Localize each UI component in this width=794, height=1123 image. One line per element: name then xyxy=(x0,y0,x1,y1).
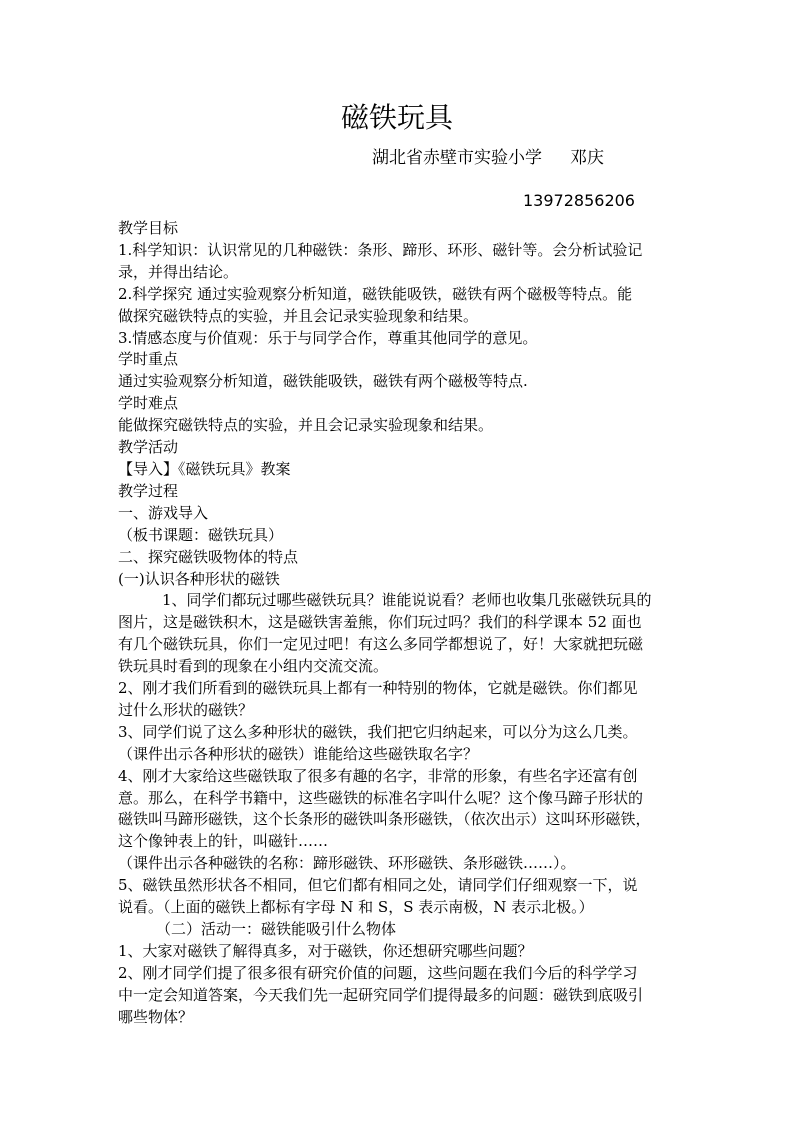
text-line: （课件出示各种磁铁的名称：蹄形磁铁、环形磁铁、条形磁铁……）。 xyxy=(118,854,576,873)
text-line: 录，并得出结论。 xyxy=(118,262,239,281)
text-line: 教学目标 xyxy=(118,219,179,237)
text-line: 2、刚才我们所看到的磁铁玩具上都有一种特别的物体，它就是磁铁。你们都见 xyxy=(118,679,638,698)
text-line: 5、磁铁虽然形状各不相同，但它们都有相同之处，请同学们仔细观察一下，说 xyxy=(118,876,638,895)
text-line: 哪些物体？ xyxy=(118,1007,194,1026)
text-line: 4、刚才大家给这些磁铁取了很多有趣的名字，非常的形象，有些名字还富有创 xyxy=(118,766,638,785)
author-school: 湖北省赤壁市实验小学 xyxy=(372,148,542,168)
text-line: 通过实验观察分析知道，磁铁能吸铁，磁铁有两个磁极等特点. xyxy=(118,372,528,391)
text-line: 1、同学们都玩过哪些磁铁玩具？谁能说说看？老师也收集几张磁铁玩具的 xyxy=(162,591,652,610)
author-line xyxy=(372,146,604,170)
text-line: 1、大家对磁铁了解得真多，对于磁铁，你还想研究哪些问题？ xyxy=(118,941,533,960)
text-line: 学时难点 xyxy=(118,394,179,413)
text-line: 2.科学探究 通过实验观察分析知道，磁铁能吸铁，磁铁有两个磁极等特点。能 xyxy=(118,284,633,303)
text-line: 【导入】《磁铁玩具》教案 xyxy=(118,459,291,478)
document-title: 磁铁玩具 xyxy=(340,101,453,134)
text-line: 2、刚才同学们提了很多很有研究价值的问题，这些问题在我们今后的科学学习 xyxy=(118,963,638,982)
text-line: 铁玩具时看到的现象在小组内交流交流。 xyxy=(118,657,389,676)
author-name: 邓庆 xyxy=(570,148,604,168)
text-line: 过什么形状的磁铁？ xyxy=(118,700,254,719)
text-line: 中一定会知道答案，今天我们先一起研究同学们提得最多的问题：磁铁到底吸引 xyxy=(118,985,644,1004)
text-line: （课件出示各种形状的磁铁）谁能给这些磁铁取名字？ xyxy=(118,744,479,763)
text-line: 3、同学们说了这么多种形状的磁铁，我们把它归纳起来，可以分为这么几类。 xyxy=(118,722,638,741)
text-line: 图片，这是磁铁积木，这是磁铁害羞熊，你们玩过吗？我们的科学课本 52 面也 xyxy=(118,613,642,632)
text-line: 意。那么，在科学书籍中，这些磁铁的标准名字叫什么呢？这个像马蹄子形状的 xyxy=(118,788,644,807)
text-line: 这个像钟表上的针，叫磁针…… xyxy=(118,832,329,851)
document-body xyxy=(118,218,678,1029)
text-line: 一、游戏导入 xyxy=(118,503,209,522)
text-line: 二、探究磁铁吸物体的特点 xyxy=(118,547,299,566)
text-line: 磁铁叫马蹄形磁铁，这个长条形的磁铁叫条形磁铁，（依次出示）这叫环形磁铁， xyxy=(118,810,651,829)
text-line: 有几个磁铁玩具，你们一定见过吧！有这么多同学都想说了，好！大家就把玩磁 xyxy=(118,635,644,654)
text-line: (一)认识各种形状的磁铁 xyxy=(118,569,280,588)
text-line: 能做探究磁铁特点的实验，并且会记录实验现象和结果。 xyxy=(118,416,494,435)
text-line: （二）活动一：磁铁能吸引什么物体 xyxy=(156,920,397,938)
text-line: 1.科学知识：认识常见的几种磁铁：条形、蹄形、环形、磁针等。会分析试验记 xyxy=(118,240,643,259)
text-line: 教学过程 xyxy=(118,481,179,500)
text-line: 教学活动 xyxy=(118,438,179,457)
text-line: 做探究磁铁特点的实验，并且会记录实验现象和结果。 xyxy=(118,306,479,325)
author-phone: 13972856206 xyxy=(523,191,635,210)
text-line: 学时重点 xyxy=(118,350,179,369)
text-line: 3.情感态度与价值观：乐于与同学合作，尊重其他同学的意见。 xyxy=(118,328,538,347)
text-line: 说看。（上面的磁铁上都标有字母 N 和 S，S 表示南极，N 表示北极。） xyxy=(118,898,594,917)
text-line: （板书课题：磁铁玩具） xyxy=(118,525,284,544)
